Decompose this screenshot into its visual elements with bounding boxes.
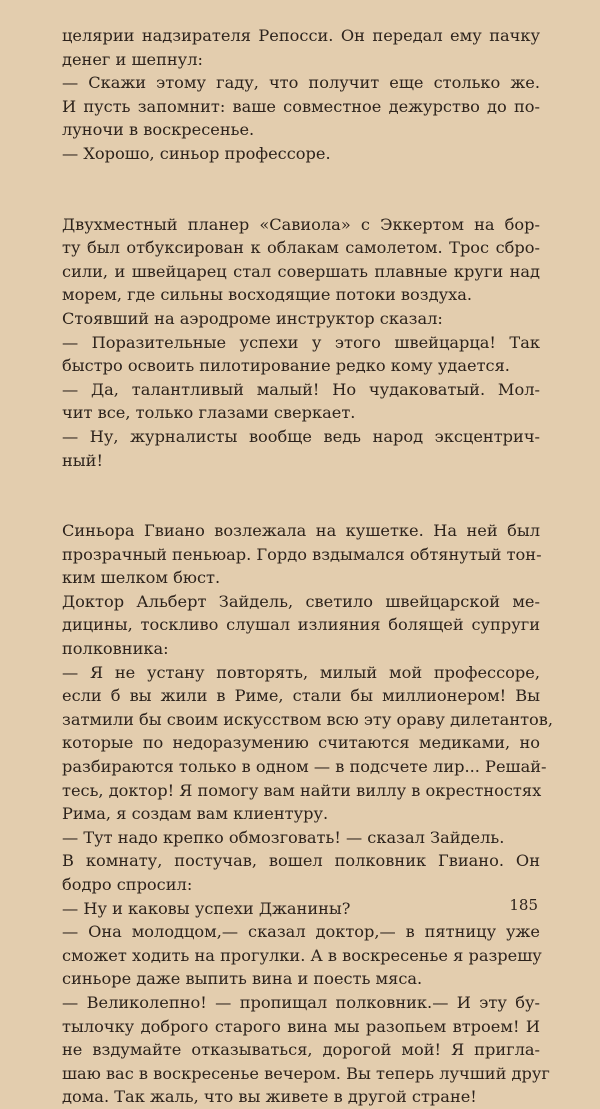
text-line: — Ну и каковы успехи Джанины? xyxy=(62,898,351,918)
paragraph-6 xyxy=(62,331,540,378)
text-line: — Поразительные успехи у этого швейцарца! Так xyxy=(62,332,540,352)
text-line: не вздумайте отказываться, дорогой мой! Я пригла- xyxy=(62,1040,540,1060)
book-page-text xyxy=(62,24,554,1109)
paragraph-3 xyxy=(62,142,540,166)
text-line: ный! xyxy=(62,450,103,470)
text-line: И пусть запомнит: ваше совместное дежурство до по- xyxy=(62,96,540,116)
text-line: если б вы жили в Риме, стали бы миллионером! Вы xyxy=(62,686,540,706)
text-line: — Она молодцом,— сказал доктор,— в пятницу уже xyxy=(62,922,540,942)
text-line: тылочку доброго старого вина мы разопьем втроем! И xyxy=(62,1016,540,1036)
text-line: быстро освоить пилотирование редко кому удается. xyxy=(62,356,510,376)
text-line: Доктор Альберт Зайдель, светило швейцарской ме- xyxy=(62,591,540,611)
paragraph-5 xyxy=(62,307,540,331)
text-line: дицины, тоскливо слушал излияния болящей супруги xyxy=(62,615,540,635)
text-line: денег и шепнул: xyxy=(62,49,203,69)
paragraph-13 xyxy=(62,849,540,896)
text-line: разбираются только в одном — в подсчете лир... Решай- xyxy=(62,757,547,777)
text-line: Рима, я создам вам клиентуру. xyxy=(62,804,329,824)
text-line: морем, где сильны восходящие потоки воздуха. xyxy=(62,285,473,305)
section-break xyxy=(62,472,540,519)
text-line: — Хорошо, синьор профессоре. xyxy=(62,143,331,163)
text-line: Синьора Гвиано возлежала на кушетке. На ней был xyxy=(62,521,540,541)
paragraph-8 xyxy=(62,425,540,472)
paragraph-11 xyxy=(62,661,554,826)
text-line: сили, и швейцарец стал совершать плавные круги над xyxy=(62,261,540,281)
text-line: бодро спросил: xyxy=(62,875,193,894)
page-number: 185 xyxy=(509,896,538,914)
paragraph-9 xyxy=(62,519,540,590)
paragraph-7 xyxy=(62,378,540,425)
paragraph-12 xyxy=(62,826,540,850)
text-line: чит все, только глазами сверкает. xyxy=(62,403,356,423)
text-line: — Ну, журналисты вообще ведь народ эксцентрич- xyxy=(62,426,540,446)
paragraph-2 xyxy=(62,71,540,142)
text-line: — Тут надо крепко обмозговать! — сказал Зайдель. xyxy=(62,827,505,847)
text-line: шаю вас в воскресенье вечером. Вы теперь лучший друг xyxy=(62,1063,550,1083)
text-line: синьоре даже выпить вина и поесть мяса. xyxy=(62,969,423,989)
section-break xyxy=(62,166,540,213)
text-line: — Я не устану повторять, милый мой профессоре, xyxy=(62,662,540,682)
text-line: прозрачный пеньюар. Гордо вздымался обтянутый тон- xyxy=(62,544,542,564)
text-line: В комнату, постучав, вошел полковник Гвиано. Он xyxy=(62,851,540,871)
text-line: целярии надзирателя Репосси. Он передал ему пачку xyxy=(62,26,540,45)
text-line: Двухместный планер «Савиола» с Эккертом на бор- xyxy=(62,214,540,234)
text-line: тесь, доктор! Я помогу вам найти виллу в окрестностях xyxy=(62,780,542,800)
text-line: ту был отбуксирован к облакам самолетом. Трос сбро- xyxy=(62,238,540,258)
paragraph-10 xyxy=(62,590,540,661)
paragraph-16 xyxy=(62,991,550,1109)
paragraph-1 xyxy=(62,24,540,71)
text-line: сможет ходить на прогулки. А в воскресенье я разрешу xyxy=(62,945,542,965)
text-line: — Да, талантливый малый! Но чудаковатый. Мол- xyxy=(62,379,540,399)
text-line: которые по недоразумению считаются медиками, но xyxy=(62,733,540,753)
text-line: затмили бы своим искусством всю эту ораву дилетантов, xyxy=(62,709,554,729)
paragraph-15 xyxy=(62,920,540,991)
paragraph-14 xyxy=(62,897,540,921)
text-line: луночи в воскресенье. xyxy=(62,120,255,140)
text-line: ким шелком бюст. xyxy=(62,568,221,588)
text-line: Стоявший на аэродроме инструктор сказал: xyxy=(62,308,443,328)
text-line: полковника: xyxy=(62,639,169,659)
text-line: дома. Так жаль, что вы живете в другой стране! xyxy=(62,1087,477,1107)
text-line: — Великолепно! — пропищал полковник.— И эту бу- xyxy=(62,992,540,1012)
text-line: — Скажи этому гаду, что получит еще столько же. xyxy=(62,73,540,93)
paragraph-4 xyxy=(62,213,540,307)
